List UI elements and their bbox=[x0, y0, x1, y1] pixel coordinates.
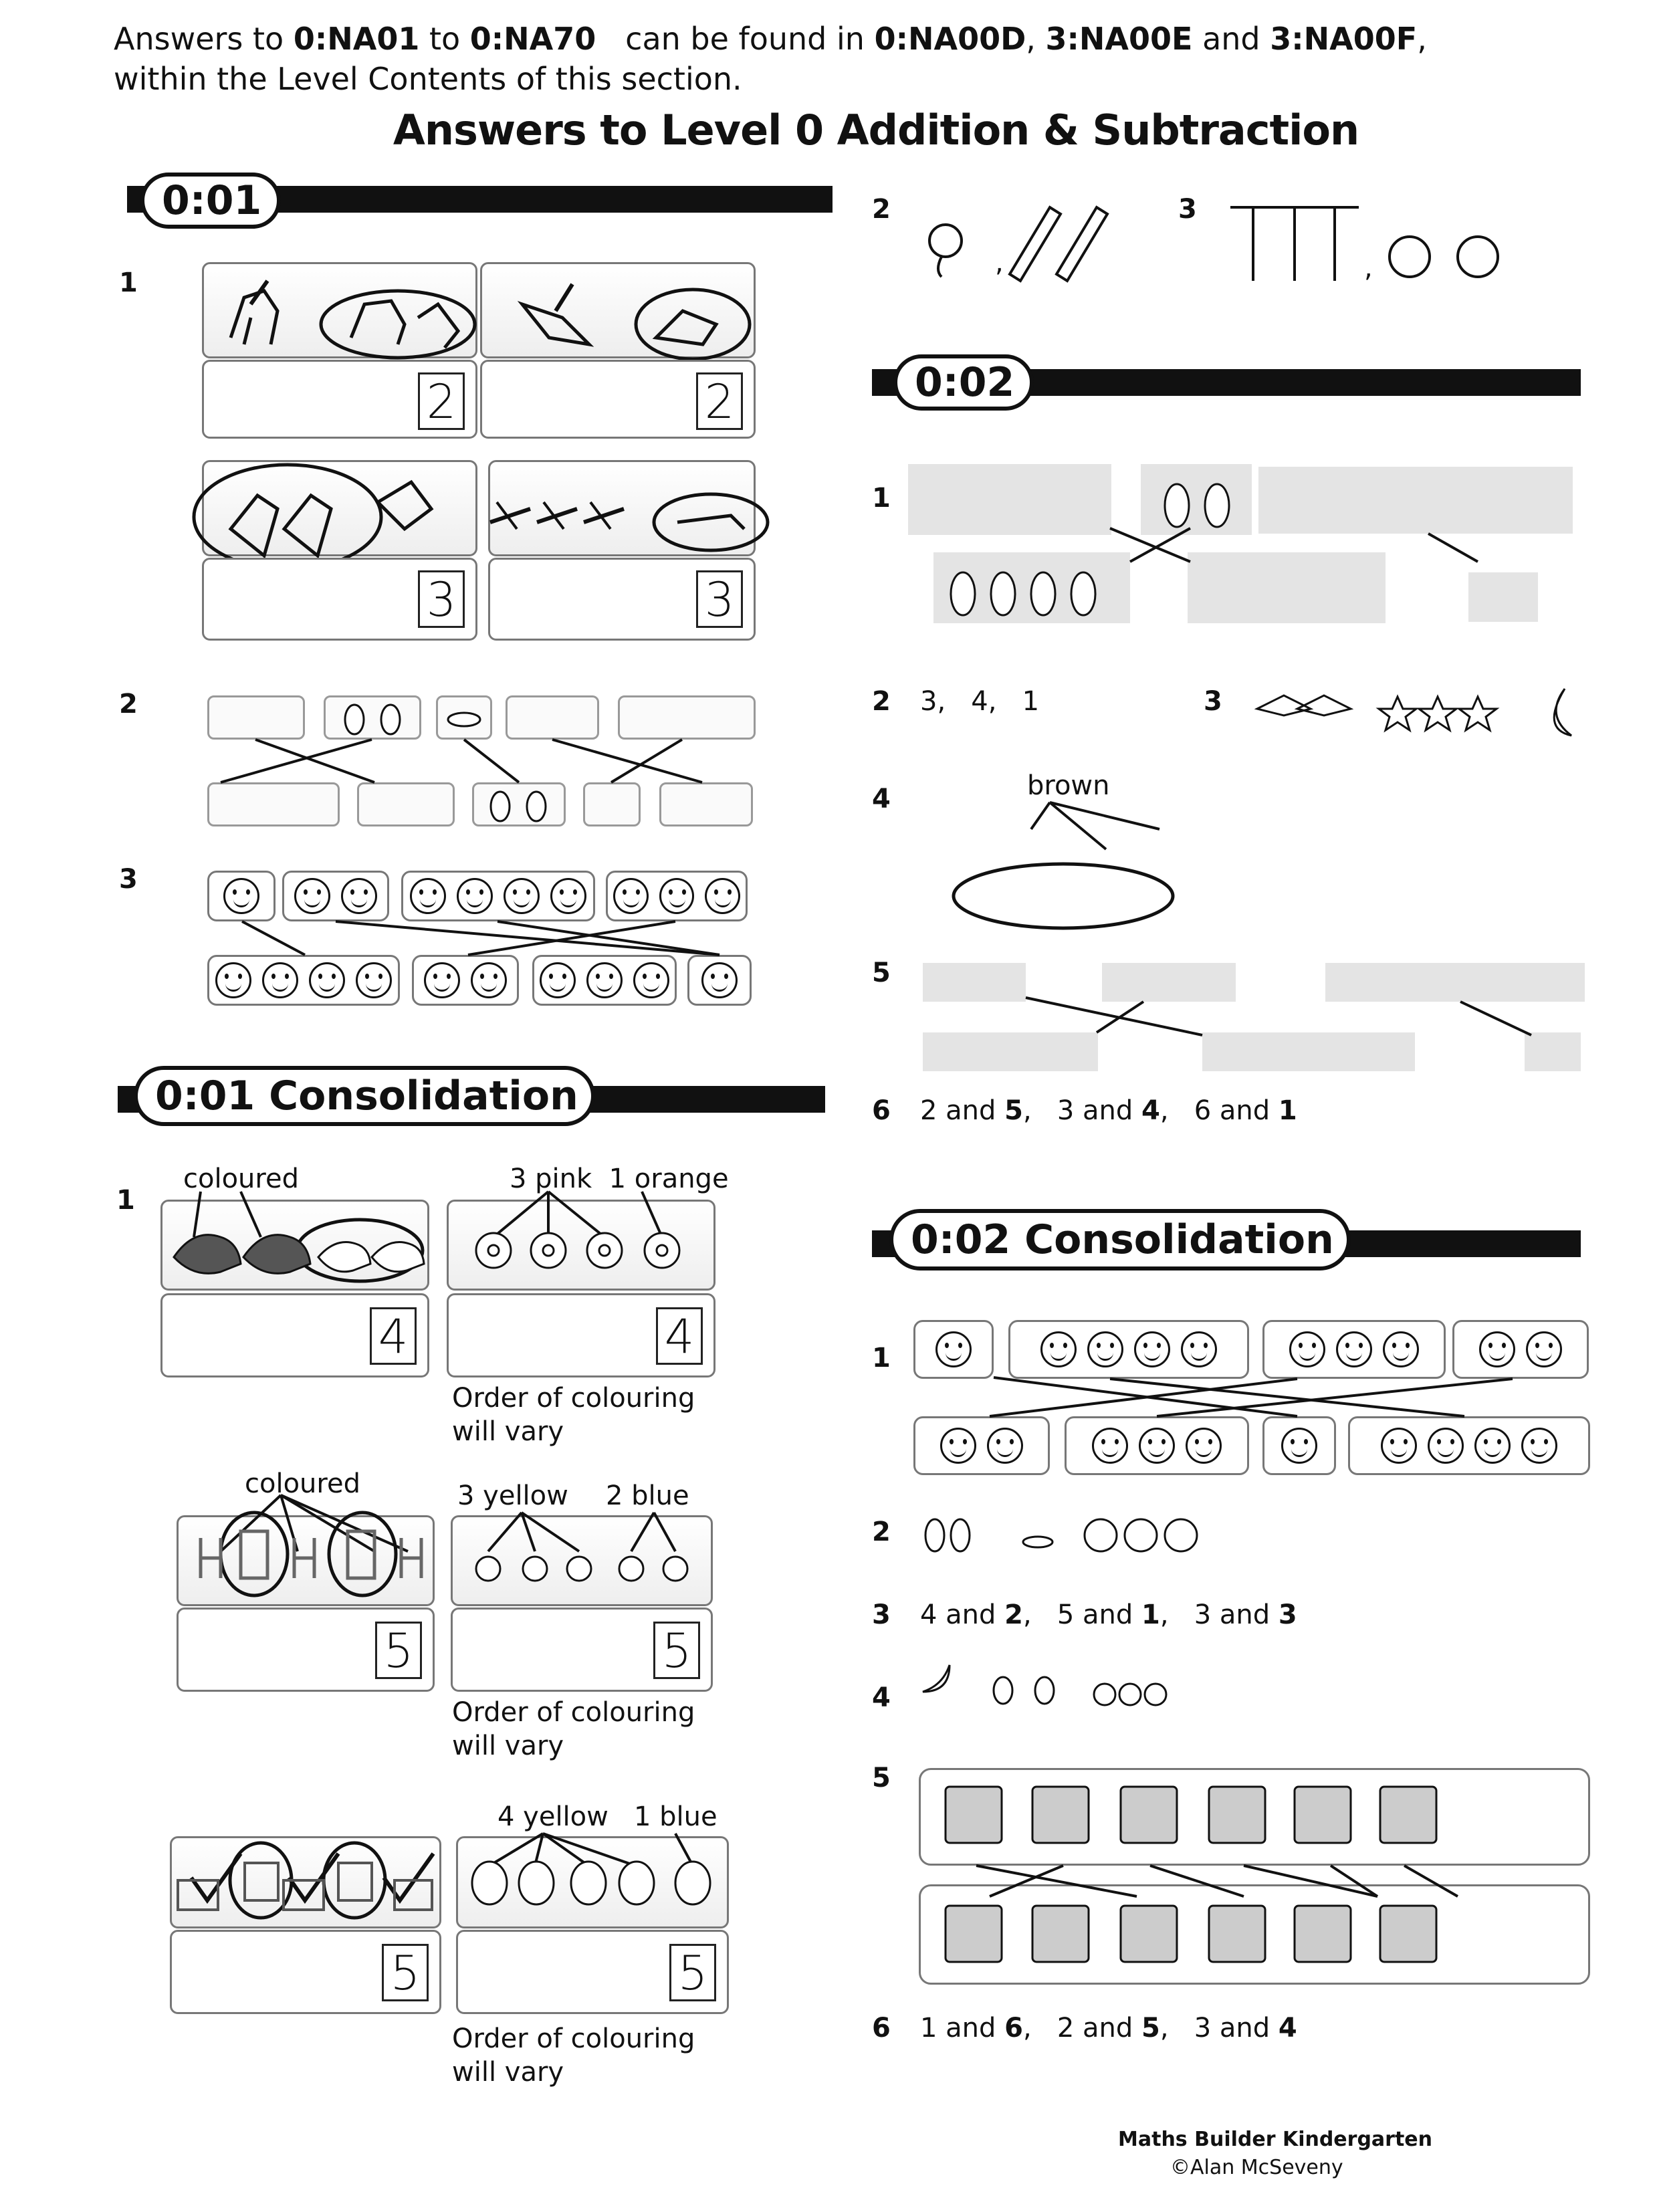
question-number: 5 bbox=[872, 958, 891, 988]
question-number: 6 bbox=[872, 1095, 891, 1126]
footer-publication: Maths Builder Kindergarten bbox=[1118, 2128, 1433, 2151]
footer-copyright: ©Alan McSeveny bbox=[1170, 2156, 1343, 2179]
ball-icon bbox=[1119, 1684, 1141, 1705]
answer-number-box: 4 bbox=[370, 1307, 417, 1365]
label-line bbox=[493, 1192, 548, 1237]
question-number: 2 bbox=[872, 686, 891, 717]
match-line bbox=[1150, 1866, 1244, 1896]
question-number: 4 bbox=[872, 784, 891, 814]
hammer-icon bbox=[1312, 207, 1359, 281]
intro-line-1: Answers to 0:NA01 to 0:NA70 can be found in 0:NA00D, 3:NA00E and 3:NA00F, bbox=[114, 21, 1427, 57]
owl-icon bbox=[472, 1862, 710, 1904]
section-title-002c: 0:02 Consolidation bbox=[889, 1209, 1351, 1270]
question-number: 1 bbox=[119, 267, 138, 298]
note-line: will vary bbox=[452, 2057, 564, 2088]
match-line bbox=[1460, 1002, 1531, 1035]
section-title-002: 0:02 bbox=[893, 354, 1034, 411]
balloon-icon bbox=[938, 257, 942, 277]
star-icon bbox=[1419, 697, 1456, 730]
label-line bbox=[642, 1192, 662, 1237]
caterpillar-icon bbox=[1023, 1537, 1053, 1547]
hammer-icon bbox=[1272, 207, 1319, 281]
question-number: 3 bbox=[872, 1599, 891, 1630]
bee-icon bbox=[1035, 1677, 1054, 1704]
label-coloured: coloured bbox=[245, 1468, 360, 1499]
answer-number-box: 2 bbox=[418, 372, 465, 430]
tick-icon bbox=[191, 1854, 433, 1900]
circle-mark bbox=[329, 1513, 396, 1595]
book-icon bbox=[1257, 695, 1351, 715]
star-icon bbox=[1459, 697, 1497, 730]
match-line bbox=[1244, 1866, 1377, 1896]
ball-icon bbox=[1125, 1519, 1157, 1551]
question-number: 4 bbox=[872, 1682, 891, 1713]
label-blue: 2 blue bbox=[606, 1480, 689, 1511]
match-line bbox=[242, 921, 305, 955]
label-pink-orange: 3 pink 1 orange bbox=[510, 1164, 729, 1194]
answer-number-box: 5 bbox=[375, 1622, 422, 1679]
question-number: 5 bbox=[872, 1763, 891, 1793]
pear-icon bbox=[491, 792, 510, 821]
match-line bbox=[1097, 1002, 1143, 1032]
pear-icon bbox=[527, 792, 546, 821]
pear-icon bbox=[951, 1519, 970, 1551]
match-line bbox=[468, 921, 675, 955]
pear-icon bbox=[951, 484, 1229, 615]
page-title: Answers to Level 0 Addition & Subtraction bbox=[393, 106, 1359, 154]
label-line bbox=[543, 1834, 588, 1866]
ball-icon bbox=[1094, 1684, 1115, 1705]
label-yellow: 4 yellow bbox=[497, 1801, 609, 1832]
note-line: Order of colouring bbox=[452, 1383, 695, 1414]
answer-number-box: 2 bbox=[696, 372, 743, 430]
ball-icon bbox=[1085, 1519, 1117, 1551]
label-line bbox=[548, 1192, 604, 1237]
answer-number-box: 4 bbox=[656, 1307, 703, 1365]
note-line: Order of colouring bbox=[452, 1697, 695, 1728]
apple-icon bbox=[1390, 237, 1430, 277]
label-line bbox=[194, 1192, 201, 1237]
section-title-001: 0:01 bbox=[140, 173, 281, 229]
question-number: 2 bbox=[872, 194, 891, 225]
question-number: 1 bbox=[872, 483, 891, 514]
note-line: will vary bbox=[452, 1731, 564, 1761]
lightbulb-icon bbox=[476, 1557, 687, 1581]
ball-icon bbox=[1165, 1519, 1197, 1551]
answer-text: 3, 4, 1 bbox=[920, 686, 1040, 717]
match-line bbox=[1026, 998, 1202, 1035]
hammer-icon bbox=[1230, 207, 1277, 281]
circle-mark bbox=[324, 1843, 385, 1918]
comma: , bbox=[995, 247, 1004, 278]
answer-number-box: 5 bbox=[653, 1622, 700, 1679]
label-line bbox=[281, 1495, 408, 1551]
label-line bbox=[241, 1192, 261, 1237]
balloon-icon bbox=[929, 225, 962, 257]
match-line bbox=[611, 740, 682, 782]
banana-icon bbox=[923, 1665, 950, 1692]
answer-number-box: 5 bbox=[669, 1944, 716, 2001]
pigeon-icon bbox=[318, 1242, 424, 1272]
question-number: 1 bbox=[116, 1185, 135, 1216]
match-line bbox=[1404, 1866, 1458, 1896]
match-line bbox=[1110, 528, 1190, 562]
moon-icon bbox=[1554, 689, 1571, 736]
answer-number-box: 3 bbox=[696, 570, 743, 628]
answer-number-box: 5 bbox=[382, 1944, 429, 2001]
question-number: 3 bbox=[1178, 194, 1197, 225]
pear-icon bbox=[345, 705, 364, 734]
pencil-icon bbox=[1057, 207, 1107, 281]
label-line bbox=[522, 1513, 579, 1551]
question-number: 3 bbox=[119, 864, 138, 895]
question-number: 1 bbox=[872, 1343, 891, 1373]
label-blue: 1 blue bbox=[634, 1801, 717, 1832]
label-line bbox=[675, 1834, 693, 1866]
answer-text: 4 and 2, 5 and 1, 3 and 3 bbox=[920, 1599, 1297, 1630]
match-line bbox=[552, 740, 702, 782]
label-yellow: 3 yellow bbox=[457, 1480, 568, 1511]
match-line bbox=[221, 740, 372, 782]
flower-icon bbox=[476, 1233, 679, 1268]
answer-text: 2 and 5, 3 and 4, 6 and 1 bbox=[920, 1095, 1297, 1126]
label-line bbox=[631, 1513, 654, 1551]
comma: , bbox=[1364, 253, 1373, 284]
label-coloured: coloured bbox=[183, 1164, 299, 1194]
note-line: Order of colouring bbox=[452, 2023, 695, 2054]
ball-icon bbox=[1145, 1684, 1166, 1705]
match-line bbox=[1428, 534, 1478, 562]
answer-text: 1 and 6, 2 and 5, 3 and 4 bbox=[920, 2013, 1297, 2043]
match-line bbox=[1157, 1379, 1513, 1416]
question-number: 6 bbox=[872, 2013, 891, 2043]
answer-number-box: 3 bbox=[418, 570, 465, 628]
label-line bbox=[654, 1513, 675, 1551]
match-line bbox=[464, 740, 519, 782]
apple-icon bbox=[1458, 237, 1498, 277]
caterpillar-icon bbox=[448, 713, 480, 726]
label-line bbox=[1031, 802, 1050, 829]
question-number: 2 bbox=[119, 689, 138, 720]
bee-icon bbox=[994, 1677, 1012, 1704]
note-line: will vary bbox=[452, 1416, 564, 1447]
question-number: 2 bbox=[872, 1517, 891, 1547]
pear-icon bbox=[381, 705, 400, 734]
circle-mark bbox=[221, 1513, 288, 1595]
section-title-001c: 0:01 Consolidation bbox=[134, 1066, 595, 1126]
pencil-icon bbox=[1010, 207, 1061, 281]
circle-mark bbox=[954, 864, 1173, 928]
question-number: 3 bbox=[1204, 686, 1222, 717]
pigeon-icon bbox=[174, 1235, 310, 1274]
intro-line-2: within the Level Contents of this section. bbox=[114, 61, 742, 97]
match-line bbox=[255, 740, 374, 782]
label-line bbox=[488, 1513, 522, 1551]
pear-icon bbox=[925, 1519, 944, 1551]
label-brown: brown bbox=[1027, 770, 1110, 801]
star-icon bbox=[1379, 697, 1416, 730]
match-line bbox=[1110, 1379, 1464, 1416]
